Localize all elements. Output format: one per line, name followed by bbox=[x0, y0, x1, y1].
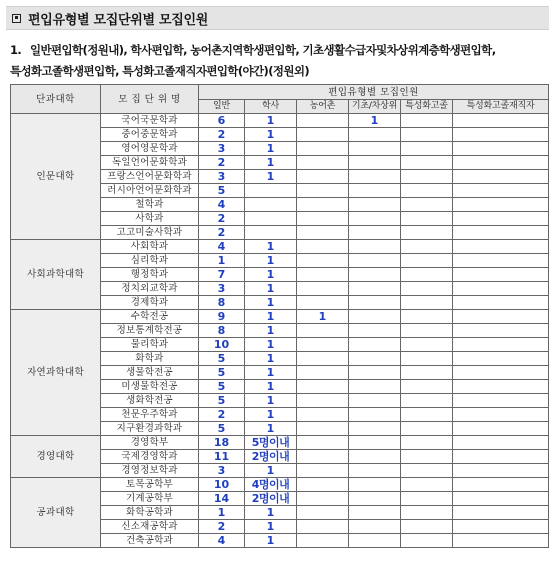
quota-cell bbox=[297, 296, 349, 310]
dept-name: 천문우주학과 bbox=[101, 408, 199, 422]
quota-cell: 5 bbox=[199, 380, 245, 394]
header-type-vocational-employed: 특성화고졸재직자 bbox=[453, 100, 549, 114]
quota-cell bbox=[401, 268, 453, 282]
quota-cell bbox=[453, 422, 549, 436]
quota-cell bbox=[349, 338, 401, 352]
quota-cell bbox=[401, 408, 453, 422]
quota-cell bbox=[453, 408, 549, 422]
quota-cell bbox=[297, 478, 349, 492]
quota-cell bbox=[349, 324, 401, 338]
quota-cell bbox=[297, 352, 349, 366]
quota-cell bbox=[349, 170, 401, 184]
quota-cell bbox=[349, 478, 401, 492]
quota-cell bbox=[453, 534, 549, 548]
quota-cell: 4명이내 bbox=[245, 478, 297, 492]
quota-cell: 1 bbox=[245, 296, 297, 310]
quota-cell bbox=[349, 128, 401, 142]
quota-cell: 2명이내 bbox=[245, 492, 297, 506]
quota-cell: 1 bbox=[245, 254, 297, 268]
quota-cell: 1 bbox=[245, 394, 297, 408]
quota-cell: 2 bbox=[199, 212, 245, 226]
quota-cell bbox=[297, 464, 349, 478]
quota-cell bbox=[349, 506, 401, 520]
quota-cell: 1 bbox=[245, 128, 297, 142]
quota-cell: 1 bbox=[245, 268, 297, 282]
quota-cell bbox=[453, 142, 549, 156]
dept-name: 고고미술사학과 bbox=[101, 226, 199, 240]
intro-line-1-text: 일반편입학(정원내), 학사편입학, 농어촌지역학생편입학, 기초생활수급자및차상위계층학생편입학, bbox=[30, 43, 496, 57]
dept-name: 국어국문학과 bbox=[101, 114, 199, 128]
quota-cell: 1 bbox=[245, 422, 297, 436]
dept-name: 미생물학전공 bbox=[101, 380, 199, 394]
quota-cell bbox=[401, 296, 453, 310]
quota-cell bbox=[349, 282, 401, 296]
quota-cell bbox=[453, 478, 549, 492]
intro-line-1 bbox=[10, 40, 555, 61]
quota-cell: 5 bbox=[199, 394, 245, 408]
dept-name: 수학전공 bbox=[101, 310, 199, 324]
quota-cell bbox=[297, 534, 349, 548]
quota-cell bbox=[349, 464, 401, 478]
quota-cell: 4 bbox=[199, 198, 245, 212]
table-row bbox=[11, 240, 549, 254]
quota-cell: 1 bbox=[199, 506, 245, 520]
quota-cell bbox=[453, 436, 549, 450]
quota-cell bbox=[297, 366, 349, 380]
quota-cell bbox=[401, 128, 453, 142]
quota-cell bbox=[401, 226, 453, 240]
quota-cell: 1 bbox=[245, 310, 297, 324]
quota-cell bbox=[401, 478, 453, 492]
quota-cell bbox=[297, 436, 349, 450]
quota-cell bbox=[453, 282, 549, 296]
quota-cell: 1 bbox=[245, 506, 297, 520]
header-college: 단과대학 bbox=[11, 85, 101, 114]
quota-cell: 7 bbox=[199, 268, 245, 282]
quota-cell bbox=[453, 310, 549, 324]
quota-cell bbox=[297, 128, 349, 142]
table-row bbox=[11, 478, 549, 492]
quota-cell bbox=[401, 506, 453, 520]
quota-cell bbox=[349, 534, 401, 548]
quota-cell: 10 bbox=[199, 478, 245, 492]
quota-cell: 8 bbox=[199, 324, 245, 338]
quota-cell bbox=[453, 394, 549, 408]
quota-cell bbox=[297, 226, 349, 240]
quota-cell bbox=[349, 240, 401, 254]
quota-cell bbox=[401, 156, 453, 170]
quota-cell bbox=[297, 394, 349, 408]
quota-cell bbox=[401, 240, 453, 254]
quota-cell: 1 bbox=[245, 366, 297, 380]
quota-cell bbox=[349, 212, 401, 226]
section-title: 편입유형별 모집단위별 모집인원 bbox=[28, 12, 209, 28]
quota-cell: 9 bbox=[199, 310, 245, 324]
quota-cell bbox=[453, 268, 549, 282]
quota-cell bbox=[401, 254, 453, 268]
quota-cell bbox=[453, 464, 549, 478]
quota-cell bbox=[401, 380, 453, 394]
quota-cell: 1 bbox=[245, 324, 297, 338]
quota-cell: 2 bbox=[199, 408, 245, 422]
dept-name: 건축공학과 bbox=[101, 534, 199, 548]
dept-name: 프랑스언어문화학과 bbox=[101, 170, 199, 184]
quota-cell bbox=[453, 338, 549, 352]
quota-cell bbox=[401, 464, 453, 478]
dept-name: 화학공학과 bbox=[101, 506, 199, 520]
quota-cell: 1 bbox=[245, 352, 297, 366]
quota-cell: 5 bbox=[199, 366, 245, 380]
dept-name: 국제경영학과 bbox=[101, 450, 199, 464]
quota-cell bbox=[297, 506, 349, 520]
quota-cell: 5 bbox=[199, 352, 245, 366]
quota-cell: 2 bbox=[199, 156, 245, 170]
intro-line-2-text: 특성화고졸학생편입학, 특성화고졸재직자편입학(야간)(정원외) bbox=[10, 64, 310, 78]
quota-cell bbox=[453, 184, 549, 198]
quota-cell bbox=[453, 212, 549, 226]
quota-cell bbox=[349, 422, 401, 436]
quota-cell: 3 bbox=[199, 464, 245, 478]
quota-cell bbox=[401, 366, 453, 380]
intro-number: 1. bbox=[10, 43, 22, 57]
intro-line-2 bbox=[10, 61, 555, 82]
quota-cell bbox=[297, 142, 349, 156]
quota-cell bbox=[349, 254, 401, 268]
quota-cell bbox=[297, 212, 349, 226]
quota-cell: 18 bbox=[199, 436, 245, 450]
header-type-vocational: 특성화고졸 bbox=[401, 100, 453, 114]
quota-cell bbox=[453, 170, 549, 184]
quota-cell: 2 bbox=[199, 226, 245, 240]
quota-cell bbox=[349, 156, 401, 170]
quota-cell: 1 bbox=[245, 156, 297, 170]
header-type-low-income: 기초/차상위 bbox=[349, 100, 401, 114]
college-name: 사회과학대학 bbox=[11, 240, 101, 310]
college-name: 공과대학 bbox=[11, 478, 101, 548]
dept-name: 심리학과 bbox=[101, 254, 199, 268]
dept-name: 화학과 bbox=[101, 352, 199, 366]
dept-name: 물리학과 bbox=[101, 338, 199, 352]
dept-name: 행정학과 bbox=[101, 268, 199, 282]
quota-cell bbox=[349, 142, 401, 156]
quota-cell bbox=[297, 156, 349, 170]
quota-cell: 10 bbox=[199, 338, 245, 352]
quota-cell bbox=[245, 212, 297, 226]
table-row bbox=[11, 436, 549, 450]
table-header-row bbox=[11, 85, 549, 100]
quota-cell: 14 bbox=[199, 492, 245, 506]
quota-cell bbox=[453, 128, 549, 142]
quota-cell bbox=[401, 142, 453, 156]
header-quota-group: 편입유형별 모집인원 bbox=[199, 85, 549, 100]
quota-cell: 2명이내 bbox=[245, 450, 297, 464]
dept-name: 정치외교학과 bbox=[101, 282, 199, 296]
quota-cell bbox=[297, 422, 349, 436]
dept-name: 경제학과 bbox=[101, 296, 199, 310]
quota-cell bbox=[297, 520, 349, 534]
square-bullet-icon bbox=[12, 14, 21, 23]
quota-cell bbox=[453, 520, 549, 534]
quota-cell bbox=[349, 184, 401, 198]
quota-cell: 1 bbox=[245, 534, 297, 548]
quota-cell bbox=[401, 198, 453, 212]
college-name: 자연과학대학 bbox=[11, 310, 101, 436]
quota-cell bbox=[297, 282, 349, 296]
quota-table bbox=[10, 84, 549, 548]
quota-cell: 1 bbox=[297, 310, 349, 324]
dept-name: 독일언어문화학과 bbox=[101, 156, 199, 170]
quota-cell bbox=[453, 352, 549, 366]
quota-cell bbox=[349, 366, 401, 380]
dept-name: 정보통계학전공 bbox=[101, 324, 199, 338]
quota-cell: 3 bbox=[199, 142, 245, 156]
quota-cell: 8 bbox=[199, 296, 245, 310]
quota-cell bbox=[453, 296, 549, 310]
quota-cell: 5 bbox=[199, 422, 245, 436]
quota-cell bbox=[401, 394, 453, 408]
quota-cell bbox=[297, 184, 349, 198]
quota-cell: 1 bbox=[245, 408, 297, 422]
quota-cell bbox=[453, 226, 549, 240]
quota-cell bbox=[401, 184, 453, 198]
quota-cell bbox=[401, 520, 453, 534]
quota-cell: 1 bbox=[245, 380, 297, 394]
quota-cell bbox=[401, 450, 453, 464]
quota-cell: 1 bbox=[245, 338, 297, 352]
quota-cell: 1 bbox=[245, 282, 297, 296]
dept-name: 토목공학부 bbox=[101, 478, 199, 492]
quota-cell bbox=[297, 254, 349, 268]
quota-cell: 4 bbox=[199, 240, 245, 254]
quota-cell: 1 bbox=[245, 464, 297, 478]
quota-cell bbox=[349, 352, 401, 366]
quota-cell bbox=[297, 380, 349, 394]
dept-name: 러시아언어문화학과 bbox=[101, 184, 199, 198]
header-type-rural: 농어촌 bbox=[297, 100, 349, 114]
quota-cell bbox=[401, 492, 453, 506]
quota-cell bbox=[349, 268, 401, 282]
quota-cell bbox=[245, 198, 297, 212]
college-name: 인문대학 bbox=[11, 114, 101, 240]
table-row bbox=[11, 310, 549, 324]
quota-cell bbox=[349, 226, 401, 240]
dept-name: 생화학전공 bbox=[101, 394, 199, 408]
dept-name: 기계공학부 bbox=[101, 492, 199, 506]
quota-cell: 5 bbox=[199, 184, 245, 198]
dept-name: 경영학부 bbox=[101, 436, 199, 450]
quota-cell: 3 bbox=[199, 170, 245, 184]
quota-cell bbox=[453, 156, 549, 170]
dept-name: 생물학전공 bbox=[101, 366, 199, 380]
quota-cell: 1 bbox=[199, 254, 245, 268]
dept-name: 철학과 bbox=[101, 198, 199, 212]
quota-cell bbox=[297, 240, 349, 254]
quota-cell bbox=[349, 296, 401, 310]
quota-cell bbox=[453, 254, 549, 268]
quota-cell bbox=[401, 352, 453, 366]
quota-cell bbox=[297, 492, 349, 506]
dept-name: 중어중문학과 bbox=[101, 128, 199, 142]
quota-cell bbox=[349, 394, 401, 408]
quota-cell: 1 bbox=[245, 142, 297, 156]
quota-cell bbox=[453, 492, 549, 506]
quota-cell bbox=[453, 450, 549, 464]
quota-cell bbox=[297, 338, 349, 352]
quota-cell bbox=[401, 170, 453, 184]
quota-cell bbox=[349, 310, 401, 324]
quota-cell: 5명이내 bbox=[245, 436, 297, 450]
quota-cell: 1 bbox=[245, 520, 297, 534]
quota-cell bbox=[401, 534, 453, 548]
quota-cell bbox=[245, 226, 297, 240]
dept-name: 경영정보학과 bbox=[101, 464, 199, 478]
table-row bbox=[11, 114, 549, 128]
quota-cell bbox=[349, 520, 401, 534]
quota-cell: 1 bbox=[245, 170, 297, 184]
quota-cell: 1 bbox=[245, 240, 297, 254]
quota-cell: 2 bbox=[199, 128, 245, 142]
quota-cell bbox=[297, 450, 349, 464]
quota-cell bbox=[401, 114, 453, 128]
quota-cell bbox=[401, 310, 453, 324]
header-dept: 모 집 단 위 명 bbox=[101, 85, 199, 114]
header-type-bachelor: 학사 bbox=[245, 100, 297, 114]
quota-cell bbox=[401, 282, 453, 296]
quota-cell bbox=[401, 212, 453, 226]
quota-cell bbox=[401, 422, 453, 436]
quota-cell bbox=[401, 338, 453, 352]
dept-name: 사회학과 bbox=[101, 240, 199, 254]
quota-cell bbox=[349, 380, 401, 394]
quota-cell bbox=[349, 450, 401, 464]
quota-cell: 4 bbox=[199, 534, 245, 548]
quota-cell bbox=[453, 198, 549, 212]
quota-cell: 1 bbox=[245, 114, 297, 128]
quota-cell bbox=[297, 324, 349, 338]
dept-name: 신소재공학과 bbox=[101, 520, 199, 534]
quota-cell bbox=[453, 324, 549, 338]
quota-cell: 6 bbox=[199, 114, 245, 128]
quota-cell: 3 bbox=[199, 282, 245, 296]
header-type-general: 일반 bbox=[199, 100, 245, 114]
college-name: 경영대학 bbox=[11, 436, 101, 478]
quota-cell bbox=[297, 114, 349, 128]
quota-cell bbox=[297, 268, 349, 282]
quota-cell bbox=[297, 408, 349, 422]
quota-cell bbox=[245, 184, 297, 198]
intro-text bbox=[10, 40, 555, 82]
quota-cell: 2 bbox=[199, 520, 245, 534]
section-title-bar bbox=[6, 6, 549, 30]
quota-cell: 1 bbox=[349, 114, 401, 128]
quota-cell bbox=[453, 380, 549, 394]
quota-cell bbox=[297, 198, 349, 212]
quota-cell bbox=[401, 436, 453, 450]
quota-cell bbox=[453, 240, 549, 254]
quota-cell bbox=[349, 492, 401, 506]
quota-cell bbox=[453, 506, 549, 520]
quota-cell bbox=[297, 170, 349, 184]
quota-cell bbox=[349, 198, 401, 212]
dept-name: 사학과 bbox=[101, 212, 199, 226]
quota-cell: 11 bbox=[199, 450, 245, 464]
quota-cell bbox=[401, 324, 453, 338]
dept-name: 지구환경과학과 bbox=[101, 422, 199, 436]
quota-cell bbox=[349, 436, 401, 450]
table-body bbox=[11, 114, 549, 548]
quota-cell bbox=[453, 114, 549, 128]
dept-name: 영어영문학과 bbox=[101, 142, 199, 156]
quota-cell bbox=[349, 408, 401, 422]
quota-cell bbox=[453, 366, 549, 380]
